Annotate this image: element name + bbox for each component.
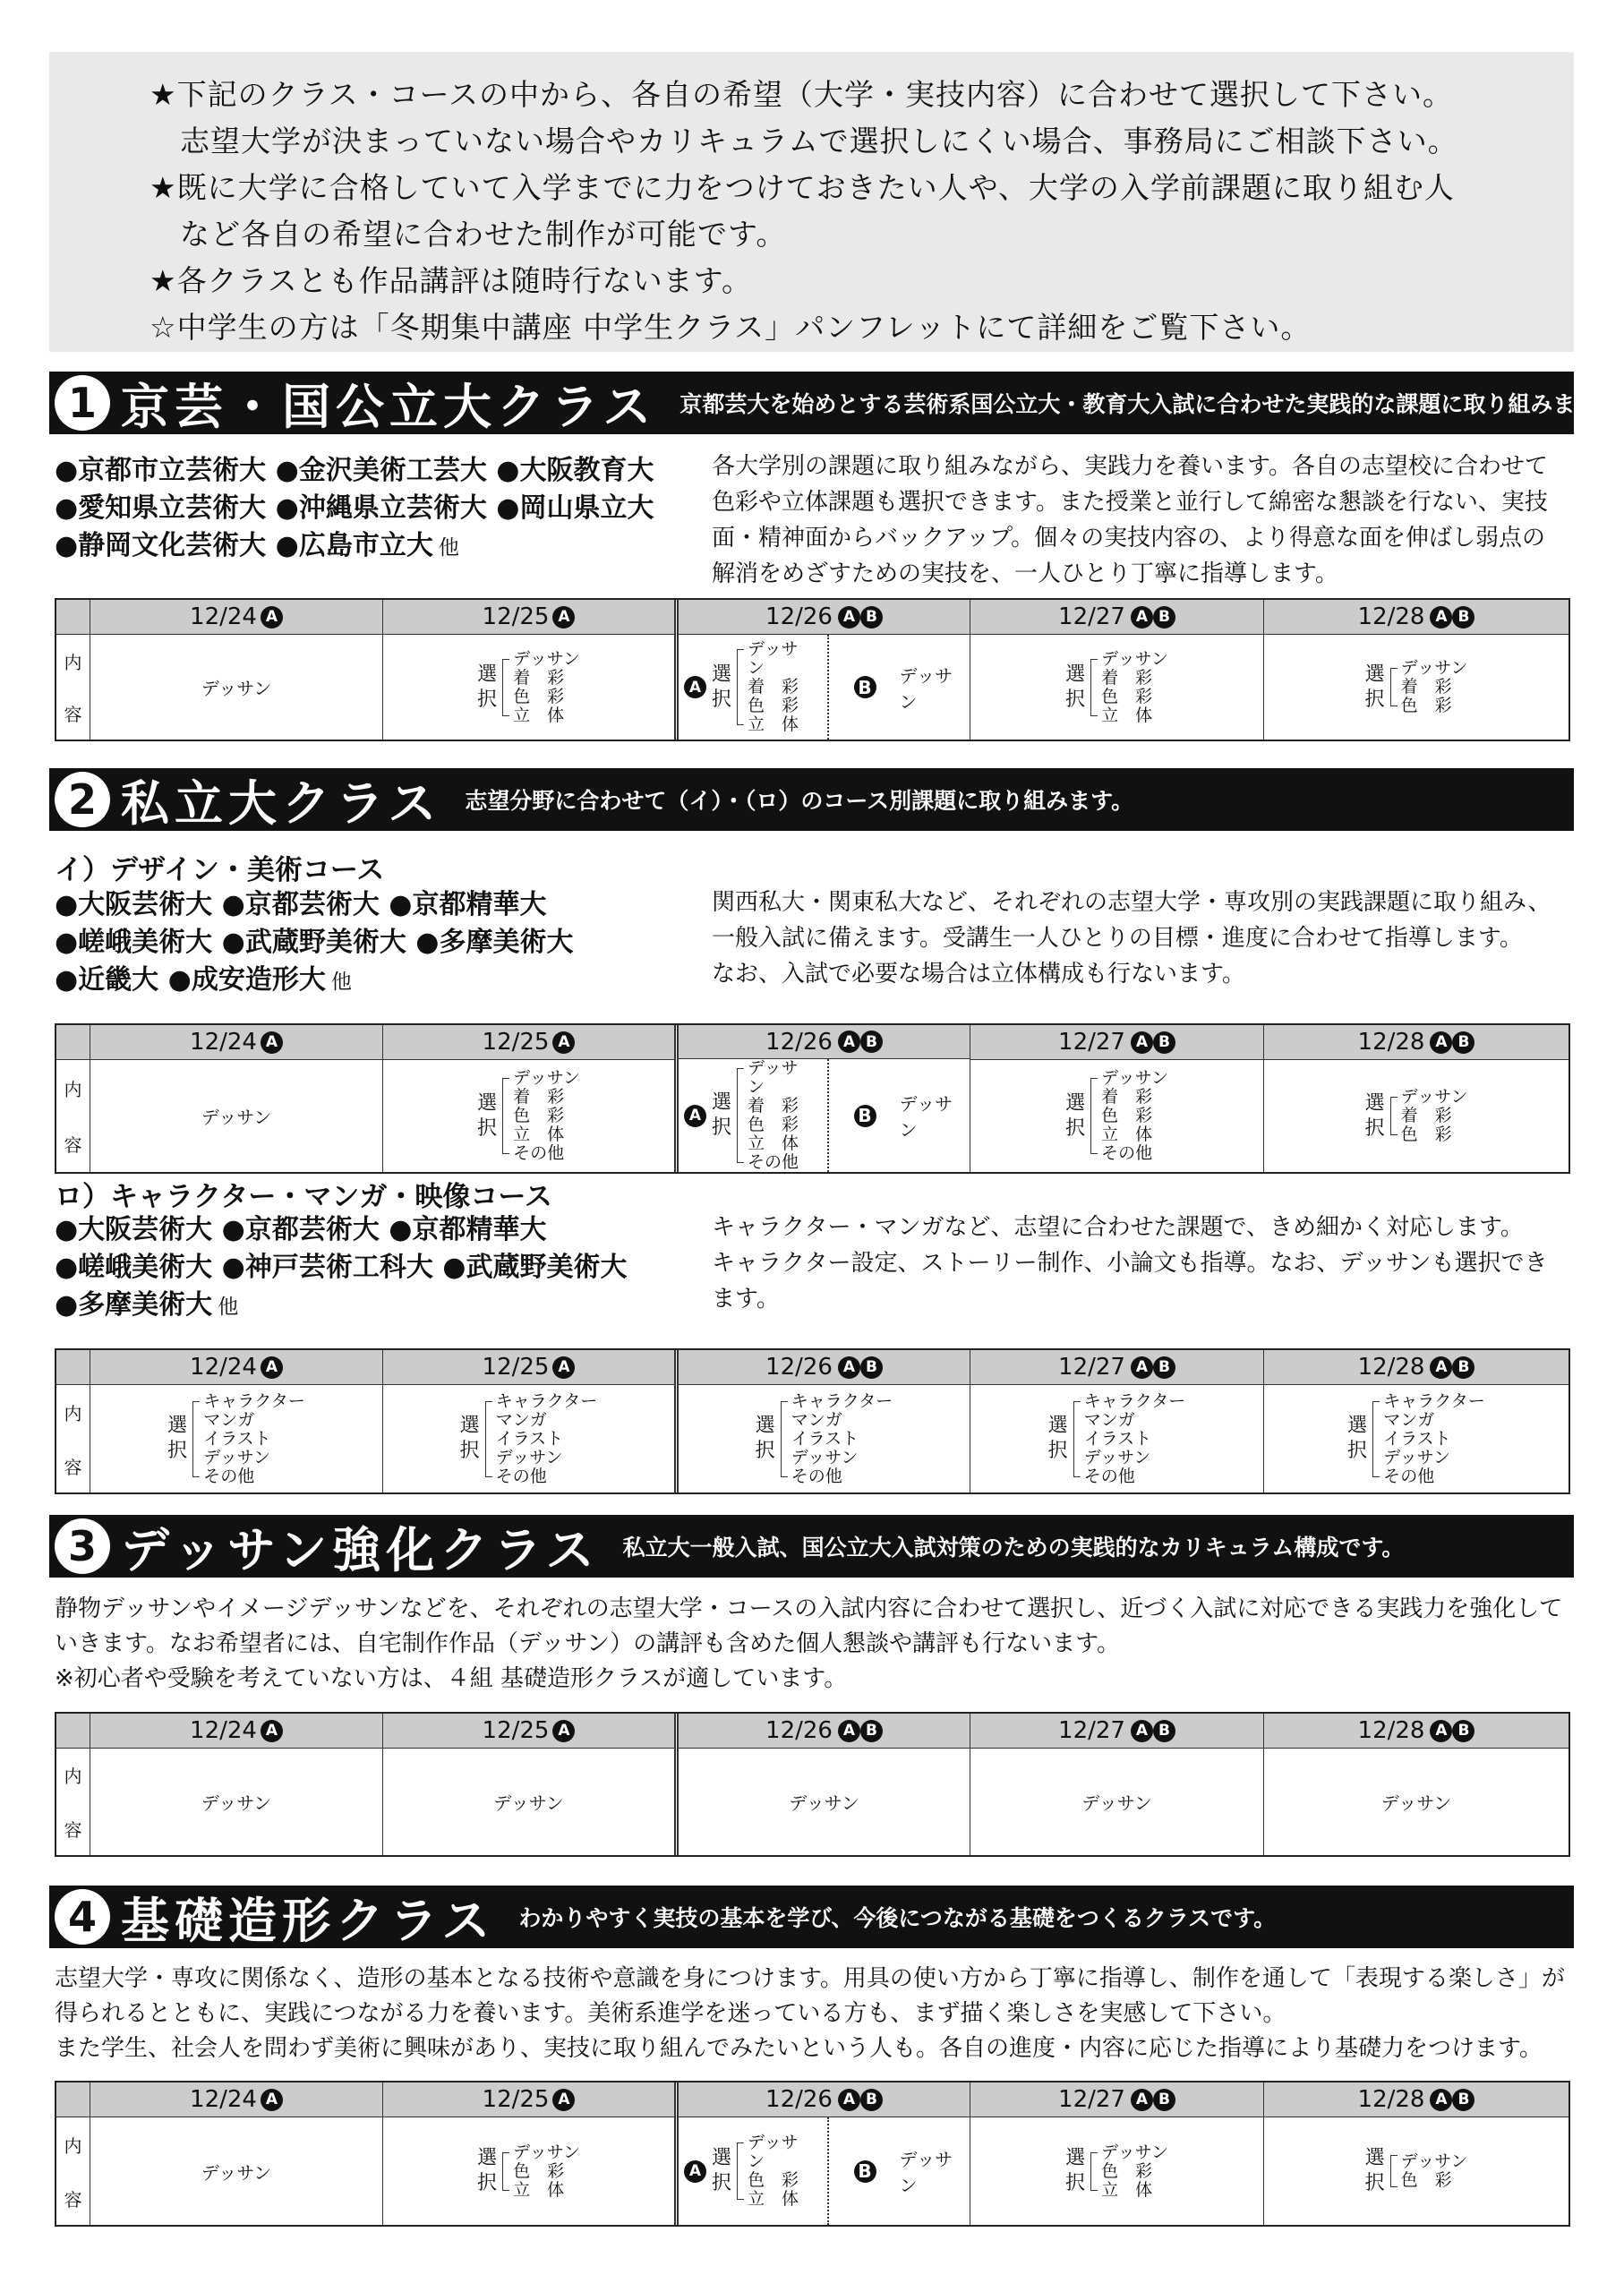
- notice-line: 志望大学が決まっていない場合やカリキュラムで選択しにくい場合、事務局にご相談下さい。: [180, 124, 1458, 158]
- section-number: 4: [55, 1889, 110, 1945]
- schedule-table: 内 容 12/24 A デッサン 12/25 A 選 択 デッサン 着 彩 色 彩 立 体 12/26 A B A 選 択 デッサン 着 彩 色 彩 立 体 B デッサン 12/27 A B 選 択 デッサン 着 彩 色 彩 立 体 12/28 A B 選 択 デッサン 着 彩 色 彩: [55, 598, 1570, 741]
- school-list: ●大阪芸術大 ●京都芸術大 ●京都精華大 ●嵯峨美術大 ●武蔵野美術大 ●多摩美術大 ●近畿大 ●成安造形大 他: [55, 889, 574, 996]
- section-desc: 私立大一般入試、国公立大入試対策のための実践的なカリキュラム構成です。: [622, 1535, 1405, 1561]
- section-desc: 志望分野に合わせて（イ）・（ロ）のコース別課題に取り組みます。: [465, 788, 1134, 814]
- schedule-table: 内 容 12/24 A デッサン 12/25 A 選 択 デッサン 色 彩 立 体 12/26 A B A 選 択 デッサン 色 彩 立 体 B デッサン 12/27 A B 選 択 デッサン 色 彩 立 体 12/28 A B 選 択 デッサン 色 彩: [55, 2081, 1570, 2227]
- section-3-header: [49, 1515, 1574, 1578]
- schedule-table: 内 容 12/24 A 選 択 キャラクター マンガ イラスト デッサン その他 12/25 A 選 択 キャラクター マンガ イラスト デッサン その他 12/26 A B 選 択 キャラクター マンガ イラスト デッサン その他 12/27 A B 選 択 キャラクター マンガ イラスト デッサン その他 12/28 A B 選 択 キャラクター マンガ イラスト デッサン その他: [55, 1348, 1570, 1494]
- school-list: ●京都市立芸術大 ●金沢美術工芸大 ●大阪教育大 ●愛知県立芸術大 ●沖縄県立芸術大 ●岡山県立大 ●静岡文化芸術大 ●広島市立大 他: [55, 455, 654, 561]
- course-a-body: 関西私大・関東私大など、それぞれの志望大学・専攻別の実践課題に取り組み、 一般入試に備えます。受講生一人ひとりの目標・進度に合わせて指導します。 なお、入試で必要な場合は立体構成も行ないます。: [712, 889, 1551, 988]
- section-body: 各大学別の課題に取り組みながら、実践力を養います。各自の志望校に合わせて 色彩や立体課題も選択できます。また授業と並行して綿密な懇談を行ない、実技 面・精神面からバックアップ。個々の実技内容の、より得意な面を伸ばし弱点の 解消をめざすための実技を、一人ひとり丁寧に指導します。: [712, 453, 1548, 587]
- school-list: ●大阪芸術大 ●京都芸術大 ●京都精華大 ●嵯峨美術大 ●神戸芸術工科大 ●武蔵野美術大 ●多摩美術大 他: [55, 1214, 628, 1321]
- section-2: [49, 768, 1574, 1493]
- section-number: 1: [55, 375, 110, 431]
- notice-line: ☆中学生の方は「冬期集中講座 中学生クラス」パンフレットにて詳細をご覧下さい。: [150, 310, 1312, 345]
- section-title: 京芸・国公立大クラス: [121, 378, 657, 435]
- section-title: 基礎造形クラス: [121, 1892, 496, 1949]
- notice-line: ★下記のクラス・コースの中から、各自の希望（大学・実技内容）に合わせて選択して下さい。: [150, 77, 1453, 112]
- notice-line: ★各クラスとも作品講評は随時行ないます。: [150, 263, 752, 298]
- badge-a: A: [261, 606, 283, 629]
- section-1-header: [49, 372, 1619, 435]
- section-4: [49, 1886, 1574, 2271]
- section-number: 3: [55, 1518, 110, 1574]
- section-title: デッサン強化クラス: [121, 1521, 600, 1578]
- notice-line: ★既に大学に合格していて入学までに力をつけておきたい人や、大学の入学前課題に取り組む人: [150, 170, 1455, 205]
- section-body: 静物デッサンやイメージデッサンなどを、それぞれの志望大学・コースの入試内容に合わせて選択し、近づく入試に対応できる実践力を強化して いきます。なお希望者には、自宅制作作品（デッサン）の講評も含めた個人懇談や講評も行ないます。 ※初心者や受験を考えていない方は、４組 基礎造形クラスが適しています。: [55, 1595, 1563, 1692]
- section-desc: わかりやすく実技の基本を学び、今後につながる基礎をつくるクラスです。: [518, 1905, 1277, 1931]
- section-body: 志望大学・専攻に関係なく、造形の基本となる技術や意識を身につけます。用具の使い方から丁寧に指導し、制作を通して「表現する楽しさ」が 得られるとともに、実践につながる力を養います。美術系進学を迷っている方も、まず描く楽しさを実感して下さい。 また学生、社会人を問わず美術に興味があり、実技に取り組んでみたいという人も。各自の進度・内容に応じた指導により基礎力をつけます。: [55, 1965, 1565, 2062]
- course-a-title: イ）デザイン・美術コース: [55, 854, 385, 886]
- section-4-header: [49, 1886, 1574, 1948]
- section-2-header: [49, 768, 1574, 831]
- section-desc: 京都芸大を始めとする芸術系国公立大・教育大入試に合わせた実践的な課題に取り組みます。: [680, 391, 1619, 417]
- notice-line: など各自の希望に合わせた制作が可能です。: [180, 217, 787, 252]
- course-b-title: ロ）キャラクター・マンガ・映像コース: [55, 1181, 552, 1213]
- select-options: 選 択 デッサン 着 彩 色 彩 立 体: [477, 648, 580, 725]
- schedule-table: 内 容 12/24 A デッサン 12/25 A デッサン 12/26 A B デッサン 12/27 A B デッサン 12/28 A B デッサン: [55, 1712, 1570, 1857]
- schedule-table: 内 容 12/24 A デッサン 12/25 A 選 択 デッサン 着 彩 色 彩 立 体 その他 12/26 A B A 選 択 デッサン 着 彩 色 彩 立 体 その他 B デッサン 12/27 A B 選 択 デッサン 着 彩 色 彩 立 体 その他 12/28 A B 選 択 デッサン 着 彩 色 彩: [55, 1023, 1570, 1174]
- course-b-body: キャラクター・マンガなど、志望に合わせた課題で、きめ細かく対応します。 キャラクター設定、ストーリー制作、小論文も指導。なお、デッサンも選択でき ます。: [712, 1214, 1548, 1313]
- notice-box: [49, 52, 1574, 352]
- section-1: [49, 372, 1619, 748]
- section-title: 私立大クラス: [121, 774, 442, 832]
- section-3: [49, 1515, 1574, 1864]
- section-number: 2: [55, 772, 110, 827]
